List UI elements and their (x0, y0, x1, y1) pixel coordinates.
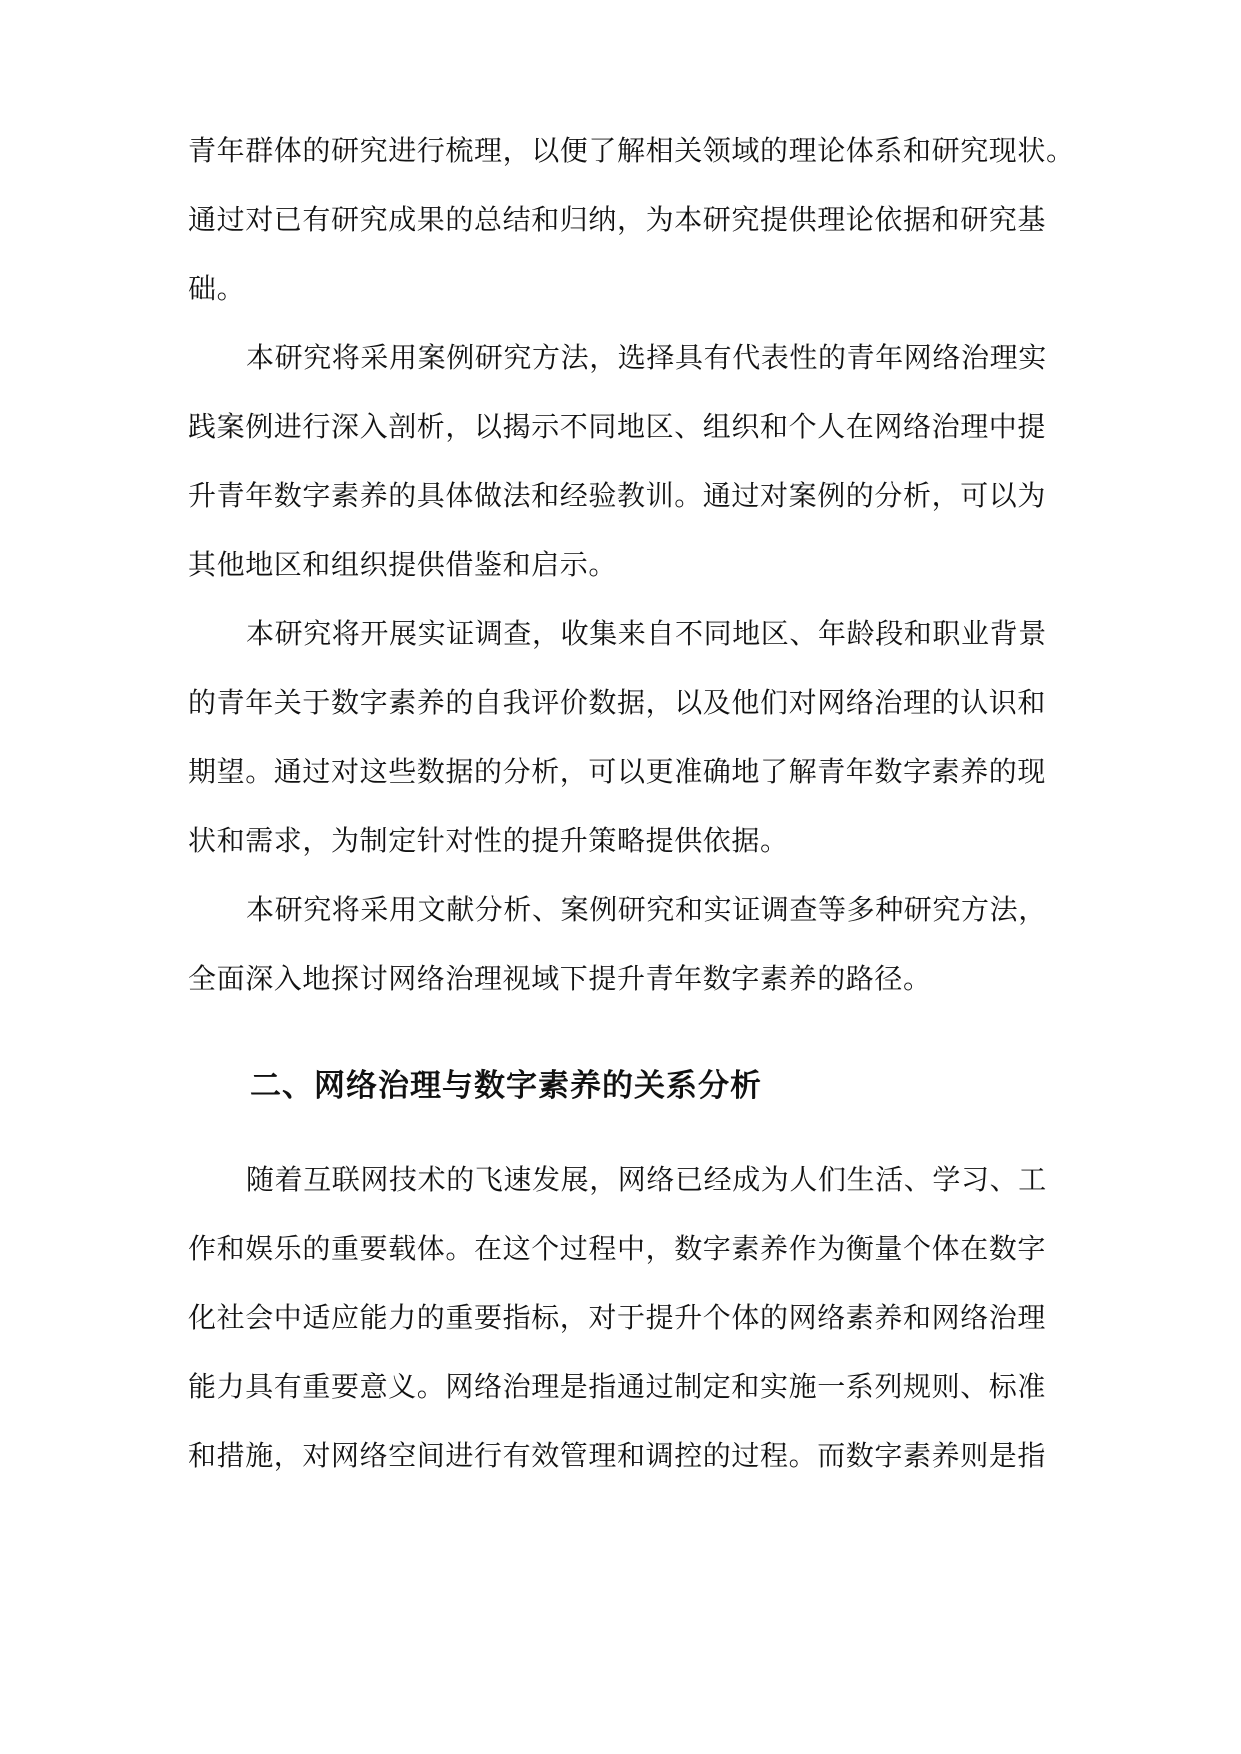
paragraph-5-line-3: 化社会中适应能力的重要指标，对于提升个体的网络素养和网络治理 (188, 1301, 1047, 1334)
paragraph-1-line-1: 青年群体的研究进行梳理，以便了解相关领域的理论体系和研究现状。 (188, 134, 1075, 167)
paragraph-3-line-4: 状和需求，为制定针对性的提升策略提供依据。 (188, 824, 789, 857)
paragraph-2-line-1: 本研究将采用案例研究方法，选择具有代表性的青年网络治理实 (246, 341, 1047, 374)
paragraph-5-line-2: 作和娱乐的重要载体。在这个过程中，数字素养作为衡量个体在数字 (188, 1232, 1047, 1265)
paragraph-4-line-2: 全面深入地探讨网络治理视域下提升青年数字素养的路径。 (188, 962, 932, 995)
section-heading: 二、网络治理与数字素养的关系分析 (250, 1068, 762, 1104)
paragraph-4-line-1: 本研究将采用文献分析、案例研究和实证调查等多种研究方法， (246, 893, 1047, 926)
paragraph-3-line-3: 期望。通过对这些数据的分析，可以更准确地了解青年数字素养的现 (188, 755, 1047, 788)
paragraph-5-line-5: 和措施，对网络空间进行有效管理和调控的过程。而数字素养则是指 (188, 1439, 1047, 1472)
paragraph-2-line-2: 践案例进行深入剖析，以揭示不同地区、组织和个人在网络治理中提 (188, 410, 1047, 443)
paragraph-3-line-2: 的青年关于数字素养的自我评价数据，以及他们对网络治理的认识和 (188, 686, 1047, 719)
paragraph-1-line-2: 通过对已有研究成果的总结和归纳，为本研究提供理论依据和研究基 (188, 203, 1047, 236)
paragraph-5-line-4: 能力具有重要意义。网络治理是指通过制定和实施一系列规则、标准 (188, 1370, 1047, 1403)
paragraph-2-line-3: 升青年数字素养的具体做法和经验教训。通过对案例的分析，可以为 (188, 479, 1047, 512)
paragraph-2-line-4: 其他地区和组织提供借鉴和启示。 (188, 548, 618, 581)
paragraph-5-line-1: 随着互联网技术的飞速发展，网络已经成为人们生活、学习、工 (246, 1163, 1047, 1196)
paragraph-3-line-1: 本研究将开展实证调查，收集来自不同地区、年龄段和职业背景 (246, 617, 1047, 650)
paragraph-1-line-3: 础。 (188, 272, 246, 305)
